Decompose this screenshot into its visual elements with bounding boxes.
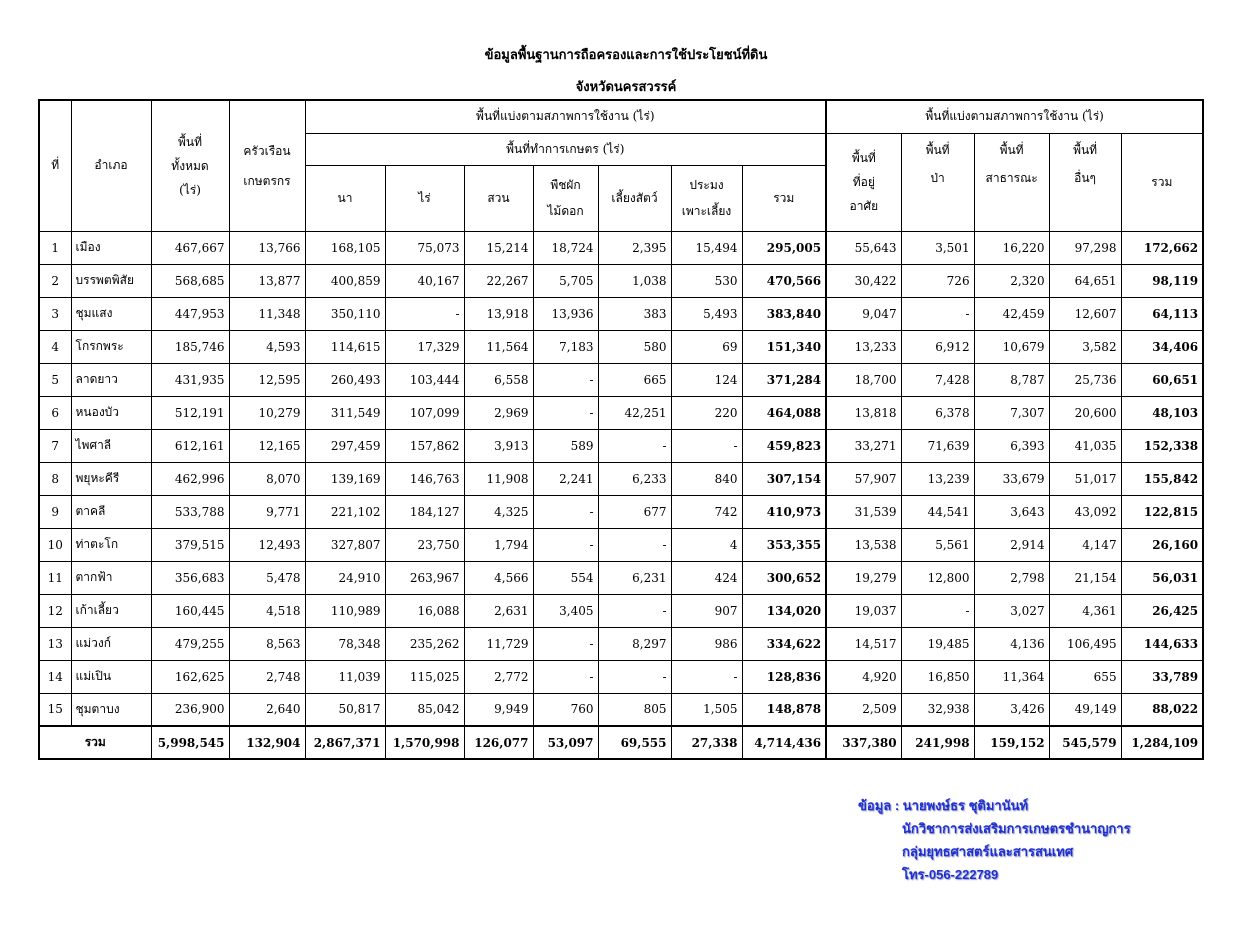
cell-orchard: 2,631	[464, 594, 533, 627]
cell-other: 41,035	[1049, 429, 1121, 462]
cell-veg: 589	[533, 429, 598, 462]
cell-field: 115,025	[385, 660, 464, 693]
cell-rice: 78,348	[305, 627, 385, 660]
cell-veg: 7,183	[533, 330, 598, 363]
cell-no: 3	[39, 297, 71, 330]
table-body	[39, 231, 1203, 759]
cell-orchard: 2,969	[464, 396, 533, 429]
cell-fishery: 840	[671, 462, 742, 495]
cell-res: 31,539	[826, 495, 901, 528]
cell-forest: -	[901, 297, 974, 330]
cell-forest: -	[901, 594, 974, 627]
cell-public: 42,459	[974, 297, 1049, 330]
cell-public: 3,643	[974, 495, 1049, 528]
cell-forest: 16,850	[901, 660, 974, 693]
cell-forest: 5,561	[901, 528, 974, 561]
cell-field: 146,763	[385, 462, 464, 495]
source-line: กลุ่มยุทธศาสตร์และสารสนเทศ	[902, 844, 1074, 859]
table-row	[39, 627, 1203, 660]
cell-no: 15	[39, 693, 71, 726]
cell-other: 43,092	[1049, 495, 1121, 528]
cell-total: 162,625	[151, 660, 229, 693]
cell-veg: 3,405	[533, 594, 598, 627]
cell-rice: 327,807	[305, 528, 385, 561]
table-row	[39, 264, 1203, 297]
cell-orchard: 15,214	[464, 231, 533, 264]
header-veg: พืชผัก ไม้ดอก	[533, 165, 598, 231]
total-cell-hh: 132,904	[229, 726, 305, 759]
cell-no: 5	[39, 363, 71, 396]
total-cell-forest: 241,998	[901, 726, 974, 759]
header-group-landuse: พื้นที่แบ่งตามสภาพการใช้งาน (ไร่)	[305, 100, 826, 133]
cell-fishery: 742	[671, 495, 742, 528]
cell-livestock: 6,233	[598, 462, 671, 495]
table-row	[39, 660, 1203, 693]
cell-field: 40,167	[385, 264, 464, 297]
cell-fishery: 220	[671, 396, 742, 429]
cell-forest: 6,912	[901, 330, 974, 363]
cell-sum: 98,119	[1121, 264, 1203, 297]
cell-livestock: 1,038	[598, 264, 671, 297]
cell-field: 235,262	[385, 627, 464, 660]
cell-total: 447,953	[151, 297, 229, 330]
cell-orchard: 11,729	[464, 627, 533, 660]
cell-sum: 88,022	[1121, 693, 1203, 726]
cell-res: 13,818	[826, 396, 901, 429]
cell-hh: 8,070	[229, 462, 305, 495]
header-residential: พื้นที่ ที่อยู่ อาศัย	[826, 133, 901, 231]
total-cell-public: 159,152	[974, 726, 1049, 759]
cell-agri_total: 300,652	[742, 561, 826, 594]
table-row	[39, 561, 1203, 594]
cell-no: 6	[39, 396, 71, 429]
cell-orchard: 2,772	[464, 660, 533, 693]
cell-veg: 18,724	[533, 231, 598, 264]
cell-other: 20,600	[1049, 396, 1121, 429]
cell-total: 479,255	[151, 627, 229, 660]
table-row	[39, 396, 1203, 429]
cell-total: 612,161	[151, 429, 229, 462]
cell-livestock: 6,231	[598, 561, 671, 594]
cell-district: ตาคลี	[71, 495, 151, 528]
cell-district: ไพศาลี	[71, 429, 151, 462]
cell-res: 30,422	[826, 264, 901, 297]
cell-hh: 12,493	[229, 528, 305, 561]
cell-district: หนองบัว	[71, 396, 151, 429]
cell-rice: 110,989	[305, 594, 385, 627]
cell-orchard: 1,794	[464, 528, 533, 561]
cell-fishery: 69	[671, 330, 742, 363]
cell-forest: 19,485	[901, 627, 974, 660]
cell-sum: 152,338	[1121, 429, 1203, 462]
cell-livestock: -	[598, 429, 671, 462]
cell-sum: 33,789	[1121, 660, 1203, 693]
header-agri-total: รวม	[742, 165, 826, 231]
cell-agri_total: 371,284	[742, 363, 826, 396]
cell-other: 21,154	[1049, 561, 1121, 594]
cell-hh: 13,766	[229, 231, 305, 264]
cell-res: 4,920	[826, 660, 901, 693]
cell-res: 2,509	[826, 693, 901, 726]
cell-agri_total: 334,622	[742, 627, 826, 660]
cell-livestock: 2,395	[598, 231, 671, 264]
cell-other: 4,361	[1049, 594, 1121, 627]
cell-veg: 5,705	[533, 264, 598, 297]
cell-sum: 64,113	[1121, 297, 1203, 330]
cell-sum: 26,160	[1121, 528, 1203, 561]
cell-res: 13,233	[826, 330, 901, 363]
cell-forest: 7,428	[901, 363, 974, 396]
cell-field: 85,042	[385, 693, 464, 726]
cell-res: 13,538	[826, 528, 901, 561]
cell-hh: 5,478	[229, 561, 305, 594]
total-cell-agri_total: 4,714,436	[742, 726, 826, 759]
cell-district: ท่าตะโก	[71, 528, 151, 561]
cell-fishery: 424	[671, 561, 742, 594]
cell-sum: 34,406	[1121, 330, 1203, 363]
cell-livestock: -	[598, 594, 671, 627]
cell-no: 8	[39, 462, 71, 495]
cell-other: 655	[1049, 660, 1121, 693]
cell-field: 184,127	[385, 495, 464, 528]
cell-orchard: 3,913	[464, 429, 533, 462]
total-cell-orchard: 126,077	[464, 726, 533, 759]
table-row	[39, 495, 1203, 528]
header-district: อำเภอ	[71, 100, 151, 231]
cell-forest: 71,639	[901, 429, 974, 462]
cell-agri_total: 464,088	[742, 396, 826, 429]
cell-forest: 13,239	[901, 462, 974, 495]
cell-total: 379,515	[151, 528, 229, 561]
cell-other: 49,149	[1049, 693, 1121, 726]
cell-rice: 168,105	[305, 231, 385, 264]
cell-livestock: 580	[598, 330, 671, 363]
header-public: พื้นที่ สาธารณะ	[974, 133, 1049, 231]
cell-agri_total: 128,836	[742, 660, 826, 693]
cell-sum: 144,633	[1121, 627, 1203, 660]
total-cell-total: 5,998,545	[151, 726, 229, 759]
cell-hh: 2,640	[229, 693, 305, 726]
cell-district: บรรพตพิสัย	[71, 264, 151, 297]
cell-orchard: 11,908	[464, 462, 533, 495]
cell-field: 16,088	[385, 594, 464, 627]
cell-other: 12,607	[1049, 297, 1121, 330]
cell-hh: 12,165	[229, 429, 305, 462]
total-cell-fishery: 27,338	[671, 726, 742, 759]
cell-fishery: 986	[671, 627, 742, 660]
cell-hh: 2,748	[229, 660, 305, 693]
cell-fishery: 5,493	[671, 297, 742, 330]
cell-veg: -	[533, 363, 598, 396]
cell-res: 33,271	[826, 429, 901, 462]
cell-field: 263,967	[385, 561, 464, 594]
cell-veg: -	[533, 627, 598, 660]
cell-hh: 10,279	[229, 396, 305, 429]
cell-public: 10,679	[974, 330, 1049, 363]
header-nonagri-total: รวม	[1121, 133, 1203, 231]
cell-public: 2,914	[974, 528, 1049, 561]
cell-district: ตากฟ้า	[71, 561, 151, 594]
cell-rice: 139,169	[305, 462, 385, 495]
table-row	[39, 693, 1203, 726]
cell-other: 4,147	[1049, 528, 1121, 561]
cell-hh: 4,593	[229, 330, 305, 363]
table-row	[39, 297, 1203, 330]
cell-forest: 726	[901, 264, 974, 297]
table-row	[39, 528, 1203, 561]
cell-forest: 32,938	[901, 693, 974, 726]
cell-sum: 172,662	[1121, 231, 1203, 264]
cell-orchard: 22,267	[464, 264, 533, 297]
cell-sum: 122,815	[1121, 495, 1203, 528]
cell-rice: 400,859	[305, 264, 385, 297]
cell-fishery: 530	[671, 264, 742, 297]
cell-veg: 13,936	[533, 297, 598, 330]
cell-veg: 760	[533, 693, 598, 726]
cell-sum: 56,031	[1121, 561, 1203, 594]
header-field: ไร่	[385, 165, 464, 231]
cell-other: 106,495	[1049, 627, 1121, 660]
cell-livestock: 42,251	[598, 396, 671, 429]
cell-rice: 50,817	[305, 693, 385, 726]
cell-total: 568,685	[151, 264, 229, 297]
cell-hh: 11,348	[229, 297, 305, 330]
cell-other: 3,582	[1049, 330, 1121, 363]
cell-fishery: -	[671, 429, 742, 462]
header-other: พื้นที่ อื่นๆ	[1049, 133, 1121, 231]
cell-sum: 48,103	[1121, 396, 1203, 429]
cell-orchard: 4,325	[464, 495, 533, 528]
cell-sum: 60,651	[1121, 363, 1203, 396]
cell-total: 533,788	[151, 495, 229, 528]
cell-public: 3,426	[974, 693, 1049, 726]
cell-district: ลาดยาว	[71, 363, 151, 396]
total-label: รวม	[39, 726, 151, 759]
cell-total: 160,445	[151, 594, 229, 627]
cell-res: 19,037	[826, 594, 901, 627]
header-fishery: ประมง เพาะเลี้ยง	[671, 165, 742, 231]
cell-public: 33,679	[974, 462, 1049, 495]
cell-public: 16,220	[974, 231, 1049, 264]
page-subtitle: จังหวัดนครสวรรค์	[575, 80, 677, 95]
cell-no: 7	[39, 429, 71, 462]
cell-other: 64,651	[1049, 264, 1121, 297]
cell-agri_total: 134,020	[742, 594, 826, 627]
cell-hh: 12,595	[229, 363, 305, 396]
cell-fishery: 15,494	[671, 231, 742, 264]
cell-agri_total: 383,840	[742, 297, 826, 330]
source-line: นักวิชาการส่งเสริมการเกษตรชำนาญการ	[902, 821, 1131, 836]
cell-district: เก้าเลี้ยว	[71, 594, 151, 627]
cell-total: 356,683	[151, 561, 229, 594]
cell-agri_total: 459,823	[742, 429, 826, 462]
cell-no: 14	[39, 660, 71, 693]
source-line: ข้อมูล : นายพงษ์ธร ชุติมานันท์	[858, 798, 1029, 813]
cell-public: 3,027	[974, 594, 1049, 627]
cell-rice: 114,615	[305, 330, 385, 363]
cell-other: 51,017	[1049, 462, 1121, 495]
cell-hh: 13,877	[229, 264, 305, 297]
cell-rice: 221,102	[305, 495, 385, 528]
cell-fishery: 4	[671, 528, 742, 561]
header-agri-area: พื้นที่ทำการเกษตร (ไร่)	[305, 133, 826, 165]
cell-forest: 44,541	[901, 495, 974, 528]
total-cell-livestock: 69,555	[598, 726, 671, 759]
cell-field: 107,099	[385, 396, 464, 429]
cell-forest: 12,800	[901, 561, 974, 594]
cell-livestock: 805	[598, 693, 671, 726]
cell-agri_total: 295,005	[742, 231, 826, 264]
cell-agri_total: 470,566	[742, 264, 826, 297]
cell-public: 8,787	[974, 363, 1049, 396]
cell-public: 2,798	[974, 561, 1049, 594]
cell-res: 19,279	[826, 561, 901, 594]
cell-other: 97,298	[1049, 231, 1121, 264]
header-group-landuse-2: พื้นที่แบ่งตามสภาพการใช้งาน (ไร่)	[826, 100, 1203, 133]
cell-other: 25,736	[1049, 363, 1121, 396]
cell-district: พยุหะคีรี	[71, 462, 151, 495]
cell-total: 467,667	[151, 231, 229, 264]
cell-district: โกรกพระ	[71, 330, 151, 363]
cell-hh: 9,771	[229, 495, 305, 528]
cell-rice: 260,493	[305, 363, 385, 396]
cell-no: 13	[39, 627, 71, 660]
cell-public: 11,364	[974, 660, 1049, 693]
cell-veg: -	[533, 660, 598, 693]
cell-field: 75,073	[385, 231, 464, 264]
table-row	[39, 231, 1203, 264]
cell-hh: 8,563	[229, 627, 305, 660]
cell-fishery: 1,505	[671, 693, 742, 726]
cell-veg: -	[533, 396, 598, 429]
total-row	[39, 726, 1203, 759]
source-line: โทร-056-222789	[902, 867, 999, 882]
cell-orchard: 9,949	[464, 693, 533, 726]
cell-total: 431,935	[151, 363, 229, 396]
cell-fishery: -	[671, 660, 742, 693]
cell-rice: 297,459	[305, 429, 385, 462]
header-rice: นา	[305, 165, 385, 231]
table-row	[39, 462, 1203, 495]
cell-res: 57,907	[826, 462, 901, 495]
cell-agri_total: 307,154	[742, 462, 826, 495]
cell-total: 462,996	[151, 462, 229, 495]
cell-forest: 3,501	[901, 231, 974, 264]
cell-no: 1	[39, 231, 71, 264]
header-forest: พื้นที่ ป่า	[901, 133, 974, 231]
cell-forest: 6,378	[901, 396, 974, 429]
cell-no: 4	[39, 330, 71, 363]
cell-livestock: 665	[598, 363, 671, 396]
cell-veg: -	[533, 528, 598, 561]
cell-rice: 311,549	[305, 396, 385, 429]
cell-public: 7,307	[974, 396, 1049, 429]
cell-district: แม่เปิน	[71, 660, 151, 693]
cell-fishery: 124	[671, 363, 742, 396]
cell-rice: 350,110	[305, 297, 385, 330]
cell-veg: 554	[533, 561, 598, 594]
cell-livestock: 8,297	[598, 627, 671, 660]
header-no: ที่	[39, 100, 71, 231]
total-cell-other: 545,579	[1049, 726, 1121, 759]
cell-orchard: 4,566	[464, 561, 533, 594]
cell-res: 18,700	[826, 363, 901, 396]
cell-res: 55,643	[826, 231, 901, 264]
cell-no: 12	[39, 594, 71, 627]
cell-hh: 4,518	[229, 594, 305, 627]
cell-field: 17,329	[385, 330, 464, 363]
cell-field: 103,444	[385, 363, 464, 396]
land-use-table	[38, 99, 1204, 760]
cell-district: เมือง	[71, 231, 151, 264]
cell-agri_total: 353,355	[742, 528, 826, 561]
cell-field: 23,750	[385, 528, 464, 561]
cell-orchard: 11,564	[464, 330, 533, 363]
table-row	[39, 594, 1203, 627]
cell-orchard: 6,558	[464, 363, 533, 396]
header-orchard: สวน	[464, 165, 533, 231]
cell-no: 11	[39, 561, 71, 594]
cell-sum: 155,842	[1121, 462, 1203, 495]
cell-agri_total: 410,973	[742, 495, 826, 528]
cell-livestock: 677	[598, 495, 671, 528]
cell-field: -	[385, 297, 464, 330]
cell-no: 2	[39, 264, 71, 297]
cell-district: แม่วงก์	[71, 627, 151, 660]
header-livestock: เลี้ยงสัตว์	[598, 165, 671, 231]
table-row	[39, 330, 1203, 363]
cell-field: 157,862	[385, 429, 464, 462]
cell-total: 185,746	[151, 330, 229, 363]
header-households: ครัวเรือน เกษตรกร	[229, 100, 305, 231]
cell-district: ชุมตาบง	[71, 693, 151, 726]
cell-agri_total: 151,340	[742, 330, 826, 363]
cell-no: 9	[39, 495, 71, 528]
cell-rice: 11,039	[305, 660, 385, 693]
cell-sum: 26,425	[1121, 594, 1203, 627]
table-row	[39, 363, 1203, 396]
cell-livestock: -	[598, 660, 671, 693]
cell-total: 512,191	[151, 396, 229, 429]
total-cell-veg: 53,097	[533, 726, 598, 759]
total-cell-field: 1,570,998	[385, 726, 464, 759]
cell-district: ชุมแสง	[71, 297, 151, 330]
cell-rice: 24,910	[305, 561, 385, 594]
cell-res: 9,047	[826, 297, 901, 330]
cell-public: 2,320	[974, 264, 1049, 297]
table-row	[39, 429, 1203, 462]
cell-orchard: 13,918	[464, 297, 533, 330]
header-total-area: พื้นที่ ทั้งหมด (ไร่)	[151, 100, 229, 231]
total-cell-rice: 2,867,371	[305, 726, 385, 759]
cell-res: 14,517	[826, 627, 901, 660]
cell-public: 4,136	[974, 627, 1049, 660]
source-note	[858, 794, 1131, 886]
page-title: ข้อมูลพื้นฐานการถือครองและการใช้ประโยชน์ที่ดิน	[484, 48, 768, 63]
cell-livestock: 383	[598, 297, 671, 330]
cell-agri_total: 148,878	[742, 693, 826, 726]
cell-total: 236,900	[151, 693, 229, 726]
cell-no: 10	[39, 528, 71, 561]
cell-fishery: 907	[671, 594, 742, 627]
total-cell-sum: 1,284,109	[1121, 726, 1203, 759]
total-cell-res: 337,380	[826, 726, 901, 759]
cell-veg: -	[533, 495, 598, 528]
cell-public: 6,393	[974, 429, 1049, 462]
cell-livestock: -	[598, 528, 671, 561]
cell-veg: 2,241	[533, 462, 598, 495]
